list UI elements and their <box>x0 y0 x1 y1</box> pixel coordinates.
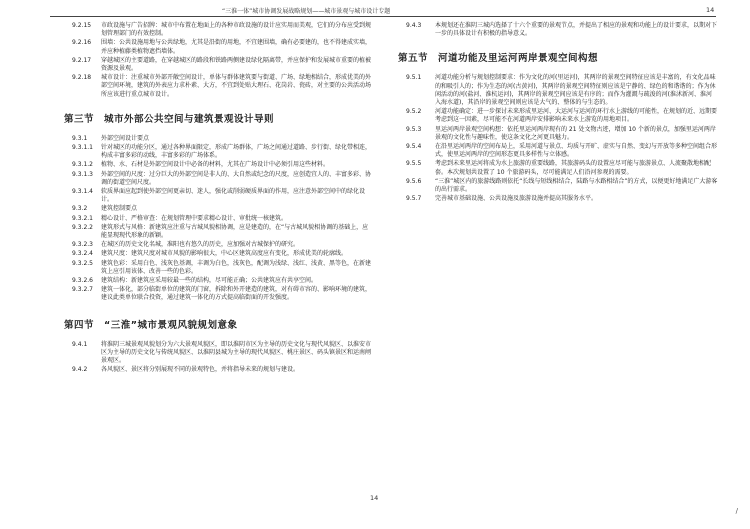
clause-text: 建筑色彩：采用白色、浅灰色基调，丰调为白色，浅灰色，配调为浅绿、浅红、浅黄、黑等色，在新建筑上应引用该体、改善一些的色彩。 <box>101 259 372 275</box>
clause-number: 9.4.2 <box>72 366 88 374</box>
clause-number: 9.3.2.4 <box>72 250 93 258</box>
right-items-b <box>406 74 718 203</box>
right-column <box>398 22 718 204</box>
clause-text: 植物、水、石材是外部空间设计中必备的材料，尤其在广场设计中必须引用这些材料。 <box>101 161 330 169</box>
clause-text: 将淮阴三城景观风貌划分为六大景观风貌区，即以淮阴市区为主导的历史文化与现代风貌区、以淮安市区为主导的历史文化与传统风貌区、以淮阴县城为主导的现代风貌区、桃庄景区、码头镇景区和运南闸景观区。 <box>101 340 372 365</box>
clause-number: 9.5.6 <box>406 177 422 185</box>
clause-item <box>72 366 372 374</box>
clause-item <box>72 341 372 366</box>
clause-item <box>72 260 372 276</box>
clause-text: 各风貌区、景区将分别展现不同的景观特色，并将指导未来的规划与建设。 <box>101 366 300 374</box>
clause-number: 9.3.2.1 <box>72 214 93 222</box>
clause-number: 9.3.1.4 <box>72 188 93 196</box>
left-items-a <box>72 22 372 99</box>
clause-item <box>72 224 372 240</box>
clause-number: 9.5.2 <box>406 108 422 116</box>
clause-number: 9.3.2 <box>72 205 88 213</box>
clause-number: 9.3.2.6 <box>72 277 93 285</box>
section-3-heading <box>64 111 372 125</box>
clause-item <box>72 57 372 73</box>
clause-item <box>406 74 718 107</box>
clause-number: 9.3.1 <box>72 134 88 142</box>
clause-item <box>72 277 372 285</box>
clause-number: 9.2.15 <box>72 22 92 29</box>
corner-mark: / <box>735 507 738 515</box>
clause-item <box>406 22 718 38</box>
clause-text: 建筑一体化，部分临街单位的建筑的门窗，拆除和外开建造的建筑，对有碍市容的、影响环境的建筑，建议此类单位联合投资，通过建筑一体化的方式提高临街面的开发强度。 <box>101 286 372 302</box>
clause-number: 9.3.2.3 <box>72 241 93 249</box>
clause-text: 建筑尺度：建筑尺度对城市风貌的影响很大，中心区建筑高度应有变化，形成优美的轮廓线。 <box>101 250 348 258</box>
clause-number: 9.3.2.7 <box>72 286 93 294</box>
clause-item <box>406 126 718 142</box>
clause-number: 9.3.2.2 <box>72 223 93 231</box>
header-rule <box>50 16 716 17</box>
clause-item <box>406 160 718 176</box>
section-5-title: 河道功能及里运河两岸景观空间构想 <box>438 53 599 65</box>
clause-item <box>72 205 372 213</box>
clause-item <box>72 241 372 249</box>
clause-item <box>72 161 372 169</box>
clause-number: 9.4.3 <box>406 22 422 29</box>
section-3-tag: 第三节 <box>64 113 95 125</box>
clause-item <box>72 171 372 187</box>
left-items-c <box>72 341 372 375</box>
clause-item <box>72 22 372 38</box>
clause-text: 里运河两岸景观空间构想：依托里运河两岸现有的 21 处文物古迹，增加 10 个新的景点，加强里运河两岸景观的文化性与趣味性，使这条文化之河更具魅力。 <box>435 125 716 141</box>
clause-text: 建筑形式与风格：新建筑应注重与古城风貌相协调，应是建造的，在“与古城风貌相协调的基础上，应能显现现代形象的新颖。 <box>101 223 369 240</box>
clause-text: 市政设施与广告招牌：城市中布置在地面上的各种市政设施的设计应实用而美观，它们的分布应受到规划管理部门的有效控制。 <box>101 22 372 38</box>
clause-text: 河道功能确定：进一步探讨未来形成里运河、大运河与运河的环行水上游线的可能性，在规划的近、远期要考虑到这一因素，尽可能不在河道两岸安排影响未来水上游览的用地项目。 <box>435 108 718 124</box>
left-items-b <box>72 135 372 303</box>
left-column <box>64 22 372 376</box>
clause-number: 9.5.3 <box>406 125 422 133</box>
section-5-heading <box>398 50 718 64</box>
clause-text: 针对城区的功能分区，通过各种界面限定，形成广场群体，广场之间通过道路、步行街、绿化带相连，构成丰富多彩的动线，丰富多彩的广场体系。 <box>101 144 372 160</box>
clause-text: 完善城市基础设施、公共设施及旅游设施并提高其服务水平。 <box>435 195 598 203</box>
clause-item <box>72 39 372 55</box>
section-4-title: “三淮”城市景观风貌规划意象 <box>104 319 238 331</box>
clause-number: 9.5.4 <box>406 143 422 151</box>
header-page-number: 14 <box>706 6 715 14</box>
clause-text: 围墙：公共设施用地与公共绿地，尤其是沿街的用地，不宜建围墙，确有必要建的，也不得建成实墙，并应种植藤类植物遮挡墙体。 <box>101 39 372 55</box>
clause-item <box>72 144 372 160</box>
clause-item <box>72 250 372 258</box>
clause-text: 本规划还在淮阴三城内选择了十六个重要的景观节点，并提出了相应的景观和功能上的设计要求，以期对下一步的具体设计有积极的指导意义。 <box>435 22 718 38</box>
clause-item <box>72 286 372 302</box>
clause-text: 软质界面应起到使外部空间更亲切、迷人，强化或削弱硬质界面的作用，应注意外部空间中的绿化设计。 <box>101 188 366 204</box>
clause-number: 9.3.1.1 <box>72 144 93 152</box>
header-title: “三淮一体”城市协调发展战略规划——城市景观与城市设计专题 <box>222 8 391 15</box>
clause-text: 建筑控制要点 <box>101 205 138 213</box>
clause-text: 在沿里运河两岸的空间布局上，采用河道与景点、均质与开旷、虚实与自然、变幻与开放等多种空间组合形式，使里运河两岸的空间形态更具多样性与立体感。 <box>435 143 718 159</box>
clause-text: 城市设计：注重城市外部开敞空间设计，单体与群体建筑要与街道、广场、绿地相结合，形成优美的外部空间环境，建筑的外表应力求朴素、大方，不宜到处贴大理石、花岗岩、瓷砖，对主要的公共活动场所应该进行重点城市设计。 <box>101 74 372 98</box>
clause-number: 9.3.1.2 <box>72 161 93 169</box>
clause-item <box>406 178 718 194</box>
clause-number: 9.2.16 <box>72 39 92 47</box>
section-3-title: 城市外部公共空间与建筑景观设计导则 <box>104 113 275 125</box>
footer-page-number: 14 <box>370 494 379 502</box>
clause-item <box>406 108 718 124</box>
clause-item <box>406 143 718 159</box>
clause-number: 9.2.17 <box>72 56 92 64</box>
clause-text: 在城区的历史文化名城，准阳也有悠久的历史，应加强对古城保护的研究。 <box>101 241 300 249</box>
clause-text: 外部空间的尺度：过分巨大的外部空间是非人的、大自然或纪念的尺度，应创造宜人的、丰富多彩、协调的街道空间尺度。 <box>101 170 372 186</box>
clause-text: 考虑到未来里运河将成为水上旅游的重要线路，其旅游码头的设置应尽可能与旅游景点、人流聚散地相配套。本次规划共设置了 10 个旅游码头，尽可能满足人们沿河参观的需要。 <box>435 160 712 176</box>
section-4-tag: 第四节 <box>64 319 95 331</box>
clause-item <box>72 74 372 99</box>
section-4-heading <box>64 317 372 331</box>
clause-number: 9.2.18 <box>72 74 92 82</box>
clause-number: 9.4.1 <box>72 340 88 348</box>
clause-text: 建筑结构：新建筑应采用较最一些的结构，尽可能正确；公共建筑应有共享空间。 <box>101 277 318 285</box>
clause-number: 9.5.5 <box>406 160 422 168</box>
clause-item <box>72 135 372 143</box>
clause-number: 9.3.1.3 <box>72 170 93 178</box>
clause-text: 外部空间设计要点 <box>101 134 150 142</box>
clause-item <box>406 195 718 203</box>
clause-number: 9.3.2.5 <box>72 259 93 267</box>
clause-text: 河道功能分析与规划控制要求：作为文化的河(里运河)，其两岸的景观空间特征应该是丰富的，有文化品味的和吸引人的；作为生态的河(古黄河)，其两岸的景观空间特征则应该是宁静的、绿色的和谐谐的；作为休闲活动的河(盐河、淮杭运河)，其两岸的景观空间应该是有序的；而作为灌溉与疏浚的河(淮沭新河、淮河入海水道)，其沿岸的景观空间则应该是大气的、整体的与生态的。 <box>435 74 716 107</box>
right-items-a <box>406 22 718 38</box>
clause-item <box>72 188 372 204</box>
clause-text: 精心设计、严格审查：在规划管理中要求精心设计、审批统一核建筑。 <box>101 214 288 222</box>
clause-text: 穿越城区的主要道路，在穿越城区的路段和铁路两侧建设绿化隔离带，并应保护和发展城市重要的植被资源及景观。 <box>101 56 372 73</box>
clause-text: “三淮”城区内的旅游线路则依托“长线与短线相结合，陆路与水路相结合”的方式，以便更好地满足广大游客的出行需求。 <box>435 177 718 194</box>
clause-number: 9.5.7 <box>406 195 422 203</box>
section-5-tag: 第五节 <box>398 53 429 65</box>
clause-item <box>72 215 372 223</box>
clause-number: 9.5.1 <box>406 74 422 82</box>
